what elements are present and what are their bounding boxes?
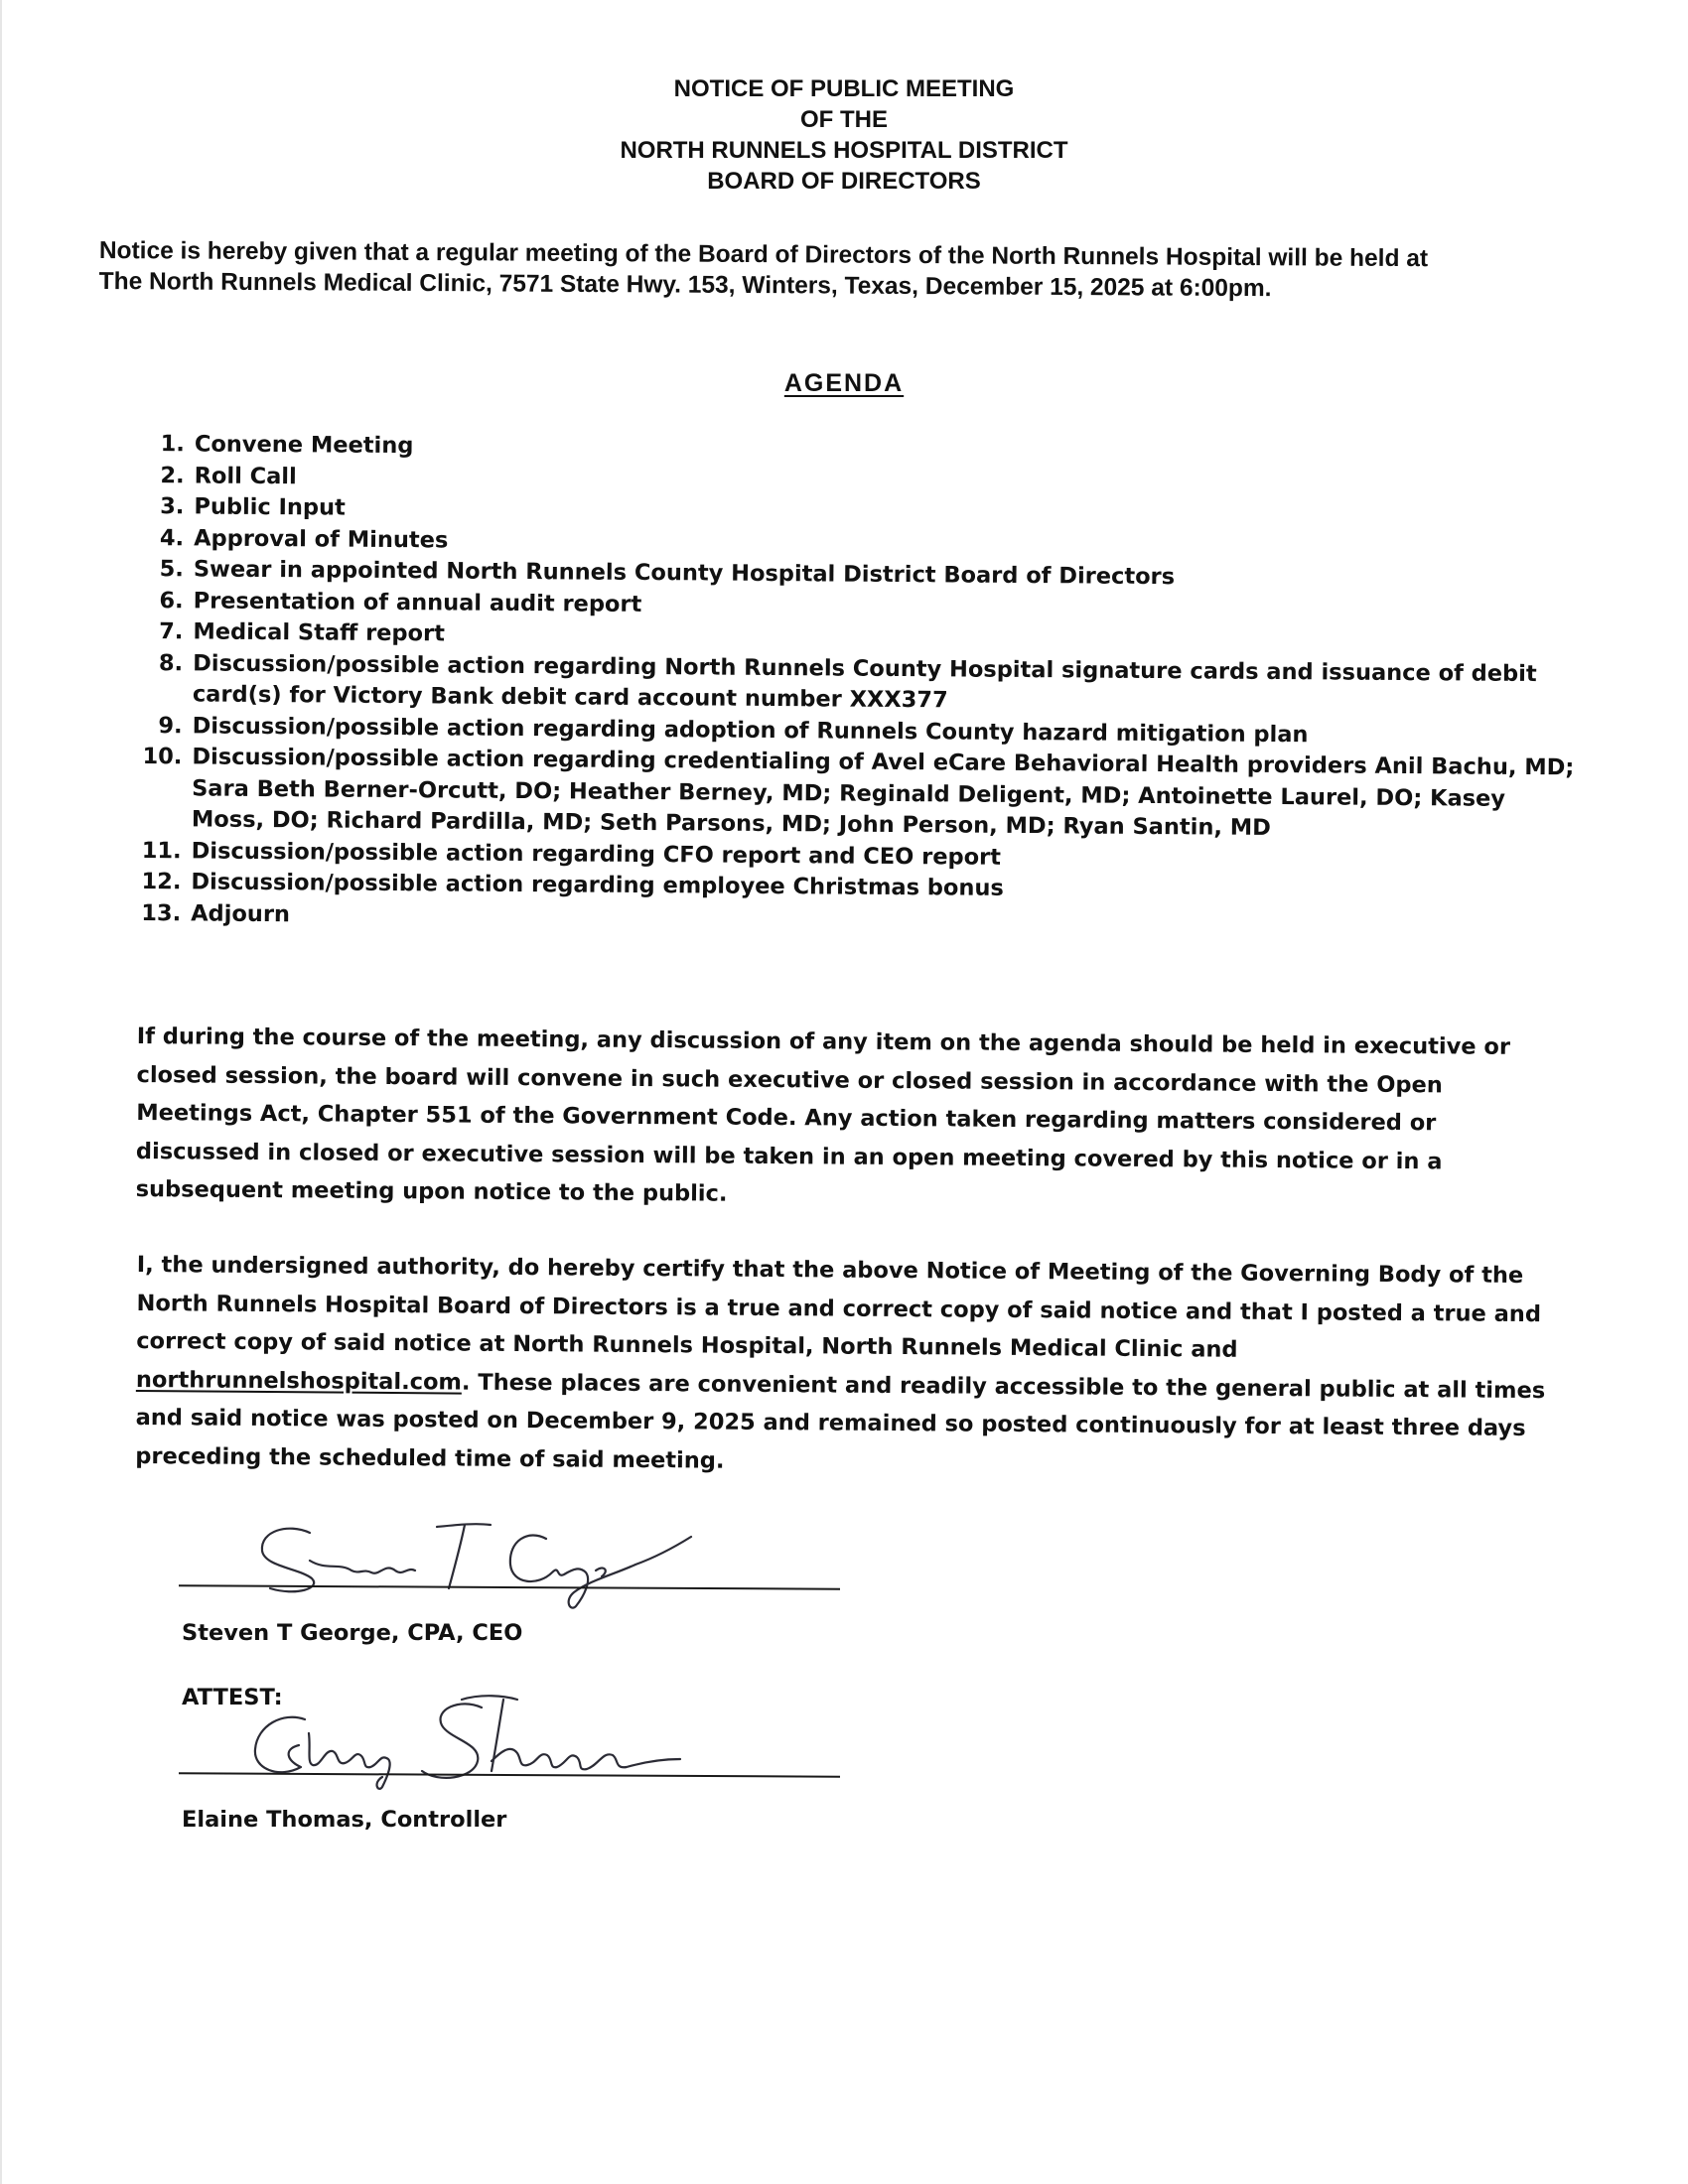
agenda-item-number: 1. [160,431,185,458]
title-line-2: OF THE [800,106,888,133]
agenda-list [135,429,1589,940]
notice-line-2: The North Runnels Medical Clinic, 7571 State Hwy. 153, Winters, Texas, December 15, 2025 at 6:00pm. [98,267,1272,303]
agenda-item [137,647,1587,721]
agenda-item [136,742,1587,847]
certification-paragraph [135,1246,1557,1486]
agenda-item-text: Discussion/possible action regarding North Runnels County Hospital signature cards and issuance of debit card(s) for Victory Bank debit card account number XXX377 [192,649,1537,714]
agenda-item-text: Public Input [194,493,346,521]
agenda-item-text: Discussion/possible action regarding adoption of Runnels County hazard mitigation plan [192,712,1309,748]
agenda-item-text: Presentation of annual audit report [193,587,642,617]
agenda-item-text: Roll Call [194,462,297,489]
agenda-item-number: 6. [159,587,184,614]
agenda-item-number: 4. [159,524,185,551]
attest-label: ATTEST: [182,1685,283,1710]
agenda-item-text: Swear in appointed North Runnels County Hospital District Board of Directors [193,556,1176,591]
agenda-item-number: 2. [160,462,185,488]
agenda-heading-text: AGENDA [783,369,905,397]
title-line-3: NORTH RUNNELS HOSPITAL DISTRICT [620,137,1068,164]
meeting-notice [99,235,1589,306]
agenda-item-number: 13. [141,899,182,926]
website-link[interactable]: northrunnelshospital.com [135,1366,463,1396]
agenda-item-number: 12. [141,869,182,895]
agenda-item-number: 10. [142,744,183,770]
document-title [0,73,1688,197]
agenda-item-text: Discussion/possible action regarding CFO report and CEO report [191,837,1002,871]
certification-text-end: . These places are convenient and readily accessible to the general public at all times and said notice was posted on December 9, 2025 and remained so posted continuously for at least three days preceding the scheduled time of said meeting. [135,1369,1546,1474]
agenda-item-text: Convene Meeting [194,431,414,460]
agenda-item-number: 5. [159,556,184,583]
agenda-item-text: Discussion/possible action regarding employee Christmas bonus [191,869,1004,901]
ceo-signature [248,1501,725,1610]
agenda-item-number: 7. [159,618,184,645]
title-line-4: BOARD OF DIRECTORS [707,168,981,195]
agenda-item-number: 3. [160,493,185,520]
agenda-heading [0,369,1688,398]
controller-signature-line [179,1772,840,1777]
notice-line-1: Notice is hereby given that a regular meeting of the Board of Directors of the North Runnels Hospital will be held at [98,236,1429,273]
certification-text-start: I, the undersigned authority, do hereby certify that the above Notice of Meeting of the Governing Body of the North Runnels Hospital Board of Directors is a true and correct copy of said notice and that I posted a true and correct copy of said notice at North Runnels Hospital, North Runnels Medical Clinic and [136,1251,1542,1363]
agenda-item-number: 9. [158,712,183,739]
controller-name: Elaine Thomas, Controller [182,1807,507,1833]
executive-session-paragraph: If during the course of the meeting, any discussion of any item on the agenda should be held in executive or closed session, the board will convene in such executive or closed session in accordance with the Open Meetings Act, Chapter 551 of the Government Code. Any action taken regarding matters considered or discussed in closed or executive session will be taken in an open meeting covered by this notice or in a subsequent meeting upon notice to the public. [135,1023,1511,1207]
controller-signature [243,1680,700,1799]
ceo-name: Steven T George, CPA, CEO [182,1620,523,1646]
agenda-item-number: 11. [141,837,182,864]
agenda-item-text: Adjourn [191,899,291,927]
ceo-signature-line [179,1584,840,1589]
title-line-1: NOTICE OF PUBLIC MEETING [673,75,1015,102]
agenda-item-text: Approval of Minutes [194,524,449,553]
agenda-item-text: Medical Staff report [193,618,446,647]
agenda-item-number: 8. [158,649,184,676]
agenda-item-text: Discussion/possible action regarding credentialing of Avel eCare Behavioral Health providers Anil Bachu, MD; Sara Beth Berner-Orcutt, DO; Heather Berney, MD; Reginald Deligent, MD; Antoinette Laurel, DO; Kasey Moss, DO; Richard Pardilla, MD; Seth Parsons, MD; John Person, MD; Ryan Santin, MD [191,744,1575,841]
